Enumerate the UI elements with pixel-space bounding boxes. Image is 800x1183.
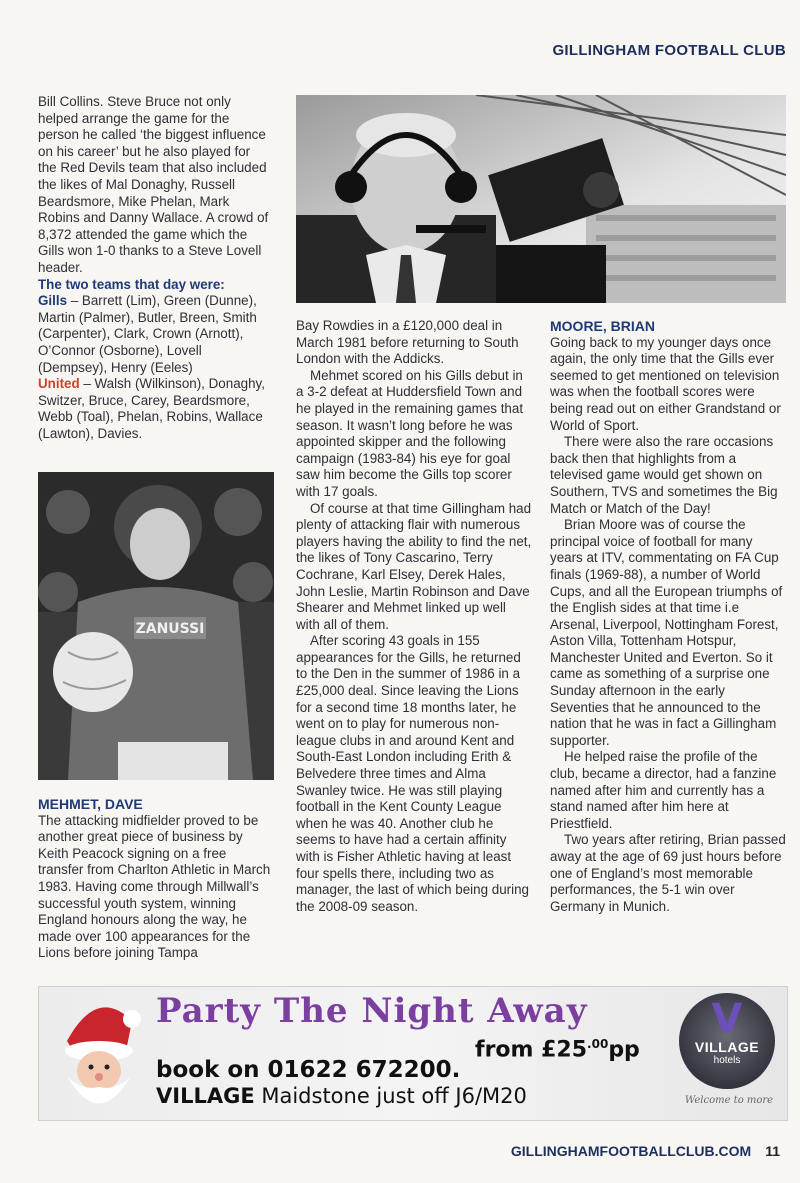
mehmet-section (38, 796, 274, 962)
advert-price-from: from £25 (475, 1037, 588, 1063)
santa-illustration (47, 991, 147, 1117)
gills-label: Gills (38, 293, 68, 309)
advert-price (475, 1037, 640, 1062)
col2-paragraph-1: Bay Rowdies in a £120,000 deal in March 1981 before returning to South London with the Addicks. (296, 318, 519, 367)
advert-brand: VILLAGE (156, 1084, 255, 1108)
advert-price-pence: .00 (587, 1037, 609, 1051)
gills-lineup (38, 293, 272, 376)
advert-phone[interactable]: book on 01622 672200. (156, 1057, 461, 1083)
running-header: GILLINGHAM FOOTBALL CLUB (552, 42, 786, 59)
commentator-photo (296, 95, 786, 303)
advert-price-unit: pp (608, 1037, 640, 1063)
column-one (38, 94, 272, 442)
moore-heading: MOORE, BRIAN (550, 318, 655, 334)
player-photo (38, 472, 274, 780)
united-players: – Walsh (Wilkinson), Donaghy, Switzer, Bruce, Carey, Beardsmore, Webb (Toal), Phelan, Robins, Wallace (Lawton), Davies. (38, 376, 265, 441)
column-three (550, 318, 786, 915)
col2-paragraph-2: Mehmet scored on his Gills debut in a 3-2 defeat at Huddersfield Town and he played in the remaining games that season. It wasn’t long before he was appointed skipper and the following campaign (1983-84) his eye for goal saw him become the Gills top scorer with 17 goals. (296, 367, 524, 499)
page-footer (511, 1143, 780, 1159)
advert-location-text: Maidstone just off J6/M20 (254, 1084, 527, 1108)
village-logo[interactable] (679, 993, 775, 1089)
mehmet-heading: MEHMET, DAVE (38, 796, 143, 812)
column-two (296, 318, 532, 915)
logo-tagline: Welcome to more (684, 1095, 774, 1106)
col2-paragraph-3: Of course at that time Gillingham had plenty of attacking flair with numerous players having the ability to find the net, the likes of Tony Cascarino, Terry Cochrane, Karl Elsey, Derek Hales, John Leslie, Martin Robinson and Dave Shearer and Mehmet linked up well with all of them. (296, 500, 532, 632)
logo-name: VILLAGE (694, 1039, 760, 1055)
advert-headline: Party The Night Away (156, 991, 588, 1031)
col2-paragraph-4: After scoring 43 goals in 155 appearances for the Gills, he returned to the Den in the summer of 1986 in a £25,000 deal. Since leaving the Lions for a second time 18 months later, he went on to play for numerous non-league clubs in and around Kent and South-East London including Erith & Belvedere three times and Alma Swanley twice. He was still playing football in the Kent County League when he was 40. Another club he seems to have had a certain affinity with is Fisher Athletic having at least four spells there, including two as manager, the last of which being during the 2008-09 season. (296, 633, 529, 914)
footer-url[interactable]: GILLINGHAMFOOTBALLCLUB.COM (510, 1143, 752, 1159)
teams-heading: The two teams that day were: (38, 276, 225, 292)
united-label: United (38, 376, 80, 392)
shirt-sponsor: ZANUSSI (135, 621, 205, 637)
gills-players: – Barrett (Lim), Green (Dunne), Martin (Palmer), Butler, Breen, Smith (Carpenter), Clark, Crown (Arnott), O’Connor (Osborne), Lovell (Dempsey), Henry (Eeles) (38, 293, 257, 375)
intro-paragraph: Bill Collins. Steve Bruce not only helped arrange the game for the person he called ‘the biggest influence on his career’ but he also played for the Red Devils team that also included the likes of Mal Donaghy, Russell Beardsmore, Mike Phelan, Mark Robins and Danny Wallace. A crowd of 8,372 attended the game which the Gills won 1-0 thanks to a Steve Lovell header. (38, 94, 269, 275)
col3-paragraph-1: Going back to my younger days once again, the only time that the Gills ever seemed to get mentioned on television was when the football scores were being read out on either Grandstand or World of Sport. (550, 334, 781, 433)
col3-paragraph-3: Brian Moore was of course the principal voice of football for many years at ITV, commentating on FA Cup finals (1969-88), a number of World Cups, and all the European triumphs of the English sides at that time i.e Arsenal, Liverpool, Nottingham Forest, Aston Villa, Tottenham Hotspur, Manchester United and Everton. So it came as something of a surprise one Sunday afternoon in the early Seventies that he announced to the nation that he was in fact a Gillingham supporter. (550, 517, 783, 748)
logo-sub: hotels (713, 1055, 741, 1066)
col3-paragraph-4: He helped raise the profile of the club, became a director, had a fanzine named after him and currently has a stand named after him here at Priestfield. (550, 749, 777, 831)
village-hotels-advert[interactable] (38, 986, 788, 1121)
page-number: 11 (765, 1143, 780, 1159)
village-v-icon: V (711, 996, 743, 1042)
mehmet-paragraph-1: The attacking midfielder proved to be another great piece of business by Keith Peacock signing on a free transfer from Charlton Athletic in March 1983. Having come through Millwall’s successful youth system, winning England honours along the way, he made over 100 appearances for the Lions before joining Tampa (38, 812, 271, 961)
united-lineup (38, 376, 272, 442)
col3-paragraph-5: Two years after retiring, Brian passed away at the age of 69 just hours before one of England’s most memorable performances, the 5-1 win over Germany in Munich. (550, 832, 786, 914)
advert-location (156, 1084, 527, 1108)
col3-paragraph-2: There were also the rare occasions back then that highlights from a televised game would get shown on Southern, TVS and sometimes the Big Match or Match of the Day! (550, 434, 778, 516)
